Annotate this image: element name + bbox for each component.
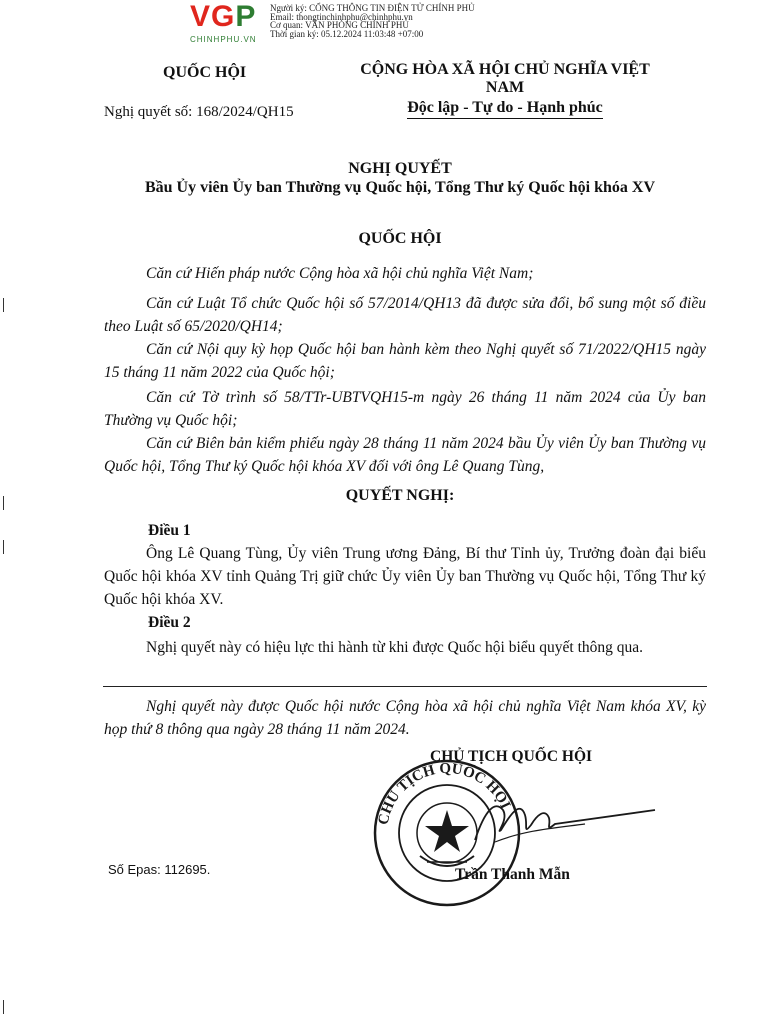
epas-number: Số Epas: 112695. (108, 862, 211, 877)
closing-statement: Nghị quyết này được Quốc hội nước Cộng hòa xã hội chủ nghĩa Việt Nam khóa XV, kỳ họp thứ 8 thông qua ngày 28 tháng 11 năm 2024. (104, 698, 706, 738)
scan-mark (3, 540, 4, 554)
national-header (344, 61, 666, 119)
agency-line: Cơ quan: VĂN PHÒNG CHÍNH PHỦ (270, 20, 409, 30)
legal-basis-4: Căn cứ Tờ trình số 58/TTr-UBTVQH15-m ngày 26 tháng 11 năm 2024 của Ủy ban Thường vụ Quốc hội; (104, 389, 706, 429)
signer-line: Người ký: CỔNG THÔNG TIN ĐIỆN TỬ CHÍNH PHỦ (270, 3, 475, 13)
legal-basis-2: Căn cứ Luật Tổ chức Quốc hội số 57/2014/QH13 đã được sửa đổi, bổ sung một số điều theo Luật số 65/2020/QH14; (104, 295, 706, 335)
country-name: CỘNG HÒA XÃ HỘI CHỦ NGHĨA VIỆT NAM (360, 61, 650, 96)
article-1-text: Ông Lê Quang Tùng, Ủy viên Trung ương Đảng, Bí thư Tỉnh ủy, Trưởng đoàn đại biểu Quốc hội khóa XV tỉnh Quảng Trị giữ chức Ủy viên Ủy ban Thường vụ Quốc hội, Tổng Thư ký Quốc hội khóa XV. (104, 545, 706, 608)
resolution-number: Nghị quyết số: 168/2024/QH15 (104, 104, 294, 120)
logo-letters (190, 2, 268, 32)
vgp-logo (190, 2, 268, 42)
scan-mark (3, 496, 4, 510)
handwritten-signature (465, 780, 665, 860)
signer-name: Trần Thanh Mẫn (455, 866, 570, 883)
legal-basis-1: Căn cứ Hiến pháp nước Cộng hòa xã hội chủ nghĩa Việt Nam; (146, 265, 534, 282)
seal-text: CHỦ TỊCH QUỐC HỘI (375, 760, 514, 827)
legal-basis-5: Căn cứ Biên bản kiểm phiếu ngày 28 tháng 11 năm 2024 bầu Ủy viên Ủy ban Thường vụ Quốc hội, Tổng Thư ký Quốc hội khóa XV đối với ông Lê Quang Tùng, (104, 435, 706, 475)
divider (103, 686, 707, 687)
legal-basis-3: Căn cứ Nội quy kỳ họp Quốc hội ban hành kèm theo Nghị quyết số 71/2022/QH15 ngày 15 tháng 11 năm 2022 của Quốc hội; (104, 341, 706, 381)
logo-subtitle: CHINHPHU.VN (190, 35, 257, 44)
digital-signature-info (270, 4, 475, 38)
body-title: QUỐC HỘI (358, 230, 442, 247)
signer-title: CHỦ TỊCH QUỐC HỘI (430, 748, 593, 765)
national-motto: Độc lập - Tự do - Hạnh phúc (407, 99, 603, 119)
scan-mark (3, 1000, 4, 1014)
logo-letters-text: VGP (190, 0, 257, 33)
article-1-heading: Điều 1 (148, 522, 191, 539)
document-type: NGHỊ QUYẾT (348, 160, 452, 177)
issuer-name: QUỐC HỘI (163, 64, 247, 81)
scan-mark (3, 298, 4, 312)
article-2-text: Nghị quyết này có hiệu lực thi hành từ khi được Quốc hội biểu quyết thông qua. (146, 639, 644, 656)
article-2-heading: Điều 2 (148, 614, 191, 631)
email-line: Email: thongtinchinhphu@chinhphu.vn (270, 11, 413, 22)
sign-time-line: Thời gian ký: 05.12.2024 11:03:48 +07:00 (270, 28, 424, 39)
document-subject: Bầu Ủy viên Ủy ban Thường vụ Quốc hội, Tổng Thư ký Quốc hội khóa XV (144, 179, 655, 196)
decision-title: QUYẾT NGHỊ: (345, 487, 455, 504)
